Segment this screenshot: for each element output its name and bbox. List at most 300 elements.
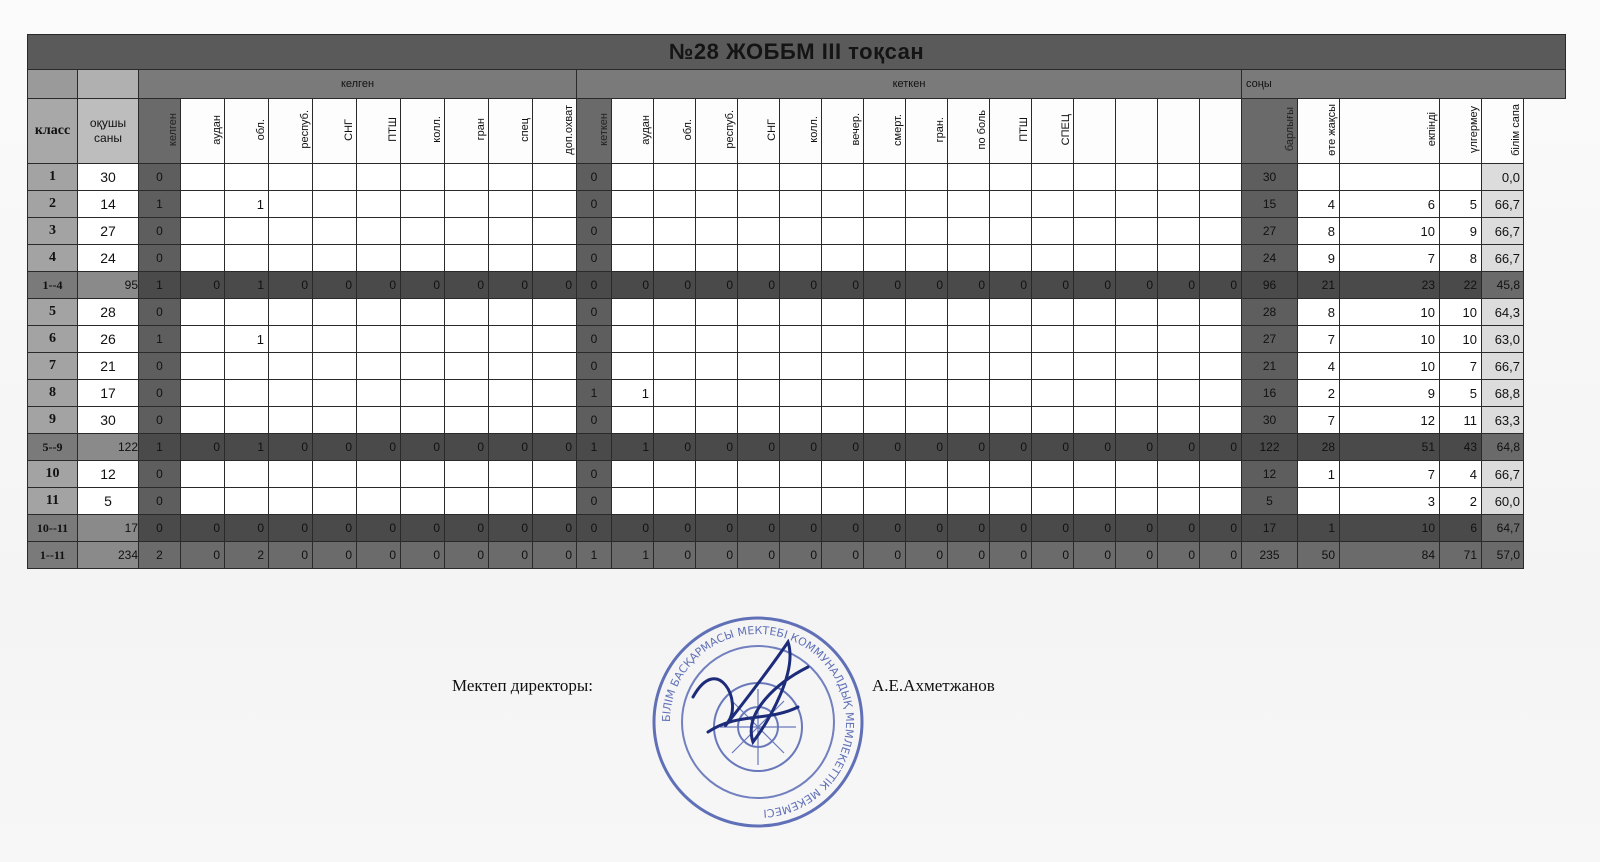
row-kelgen-cell: [445, 326, 489, 353]
row-ketken-cell: [654, 299, 696, 326]
row-ketken-cell: 0: [1074, 434, 1116, 461]
row-kelgen-cell: [313, 353, 357, 380]
row-okushy: 5: [78, 488, 139, 515]
row-kelgen-cell: [401, 488, 445, 515]
director-label: Мектеп директоры:: [452, 676, 593, 695]
row-kelgen-cell: [181, 326, 225, 353]
row-klass: 3: [28, 218, 78, 245]
table-row: [28, 191, 1566, 218]
header-kelgen-total-label: келген: [167, 112, 179, 147]
row-ketken-cell: [948, 164, 990, 191]
row-kelgen-cell: [445, 164, 489, 191]
row-ketken-cell: 0: [612, 272, 654, 299]
row-ketken-cell: [990, 353, 1032, 380]
row-okushy: 95: [78, 272, 139, 299]
row-ketken-cell: 0: [990, 434, 1032, 461]
row-ketken-cell: [906, 191, 948, 218]
header-kelgen-col-label: гран: [475, 118, 487, 141]
row-ketken-cell: [1074, 353, 1116, 380]
row-kelgen-cell: [533, 299, 577, 326]
row-kelgen-cell: 0: [357, 272, 401, 299]
row-kelgen-cell: [445, 407, 489, 434]
row-ketken-cell: 0: [696, 272, 738, 299]
row-kelgen-cell: [401, 191, 445, 218]
row-ketken-cell: [948, 488, 990, 515]
row-ketken-cell: 0: [948, 542, 990, 569]
row-ketken-cell: [738, 380, 780, 407]
header-ketken-col: [696, 99, 738, 164]
row-ketken-cell: [1116, 488, 1158, 515]
row-ketken-cell: [822, 299, 864, 326]
group-blank-klass: [28, 70, 78, 99]
header-ketken-col-label: СПЕЦ: [1060, 113, 1072, 146]
table-row: [28, 299, 1566, 326]
header-kelgen-col: [489, 99, 533, 164]
row-klass: 8: [28, 380, 78, 407]
row-ketken-cell: [990, 299, 1032, 326]
row-kelgen-cell: 2: [225, 542, 269, 569]
row-ketken-cell: 0: [1200, 434, 1242, 461]
row-kelgen-total: 0: [139, 488, 181, 515]
header-klass: класс: [28, 99, 78, 164]
header-ketken-col: [1032, 99, 1074, 164]
row-ketken-cell: [1200, 380, 1242, 407]
row-ketken-cell: [906, 380, 948, 407]
row-kelgen-cell: [489, 488, 533, 515]
row-kelgen-cell: 0: [533, 515, 577, 542]
row-ulgermeu: 5: [1440, 191, 1482, 218]
row-ketken-total: 0: [577, 272, 612, 299]
row-kelgen-cell: [401, 461, 445, 488]
row-ketken-cell: [822, 245, 864, 272]
row-bilim-sapa: 63,3: [1482, 407, 1524, 434]
row-ekpindi: 7: [1340, 461, 1440, 488]
summary-row: [28, 515, 1566, 542]
row-kelgen-cell: 0: [445, 434, 489, 461]
row-ketken-cell: 0: [612, 515, 654, 542]
row-ketken-cell: [1158, 218, 1200, 245]
row-ketken-cell: [696, 191, 738, 218]
row-kelgen-cell: [313, 245, 357, 272]
row-ketken-cell: [1116, 353, 1158, 380]
row-ketken-cell: [1032, 380, 1074, 407]
header-ketken-total: [577, 99, 612, 164]
row-ote-zhaksy: 9: [1298, 245, 1340, 272]
row-ketken-cell: [654, 407, 696, 434]
row-kelgen-cell: [489, 191, 533, 218]
row-ketken-cell: [1032, 299, 1074, 326]
row-ote-zhaksy: 7: [1298, 407, 1340, 434]
row-kelgen-cell: [533, 218, 577, 245]
row-ketken-cell: [990, 407, 1032, 434]
row-ketken-cell: [1074, 488, 1116, 515]
header-ekpindi-label: екпінді: [1426, 112, 1438, 147]
header-okushy-sany: оқушы саны: [78, 99, 139, 164]
row-okushy: 28: [78, 299, 139, 326]
row-ketken-cell: [696, 245, 738, 272]
row-kelgen-cell: [181, 245, 225, 272]
row-ote-zhaksy: 7: [1298, 326, 1340, 353]
row-ketken-total: 1: [577, 542, 612, 569]
row-ketken-cell: 0: [780, 542, 822, 569]
table-row: [28, 380, 1566, 407]
row-ketken-cell: 0: [1032, 272, 1074, 299]
row-ketken-cell: [990, 218, 1032, 245]
row-ketken-total: 1: [577, 434, 612, 461]
report-table: [27, 34, 1566, 569]
row-klass: 4: [28, 245, 78, 272]
row-ketken-cell: [1200, 218, 1242, 245]
row-ketken-total: 0: [577, 326, 612, 353]
row-okushy: 30: [78, 407, 139, 434]
header-kelgen-col: [445, 99, 489, 164]
row-ketken-cell: [1116, 326, 1158, 353]
row-ketken-cell: [906, 164, 948, 191]
row-kelgen-total: 0: [139, 407, 181, 434]
group-kelgen: келген: [139, 70, 577, 99]
row-kelgen-cell: 1: [225, 272, 269, 299]
row-kelgen-cell: [489, 299, 533, 326]
row-ketken-cell: [696, 461, 738, 488]
row-ketken-cell: [1158, 353, 1200, 380]
row-ekpindi: 6: [1340, 191, 1440, 218]
row-ketken-cell: [906, 245, 948, 272]
row-ketken-cell: 0: [948, 434, 990, 461]
row-barlygy: 5: [1242, 488, 1298, 515]
row-barlygy: 27: [1242, 218, 1298, 245]
row-barlygy: 15: [1242, 191, 1298, 218]
row-kelgen-total: 2: [139, 542, 181, 569]
row-kelgen-cell: [357, 299, 401, 326]
row-ketken-cell: [1074, 245, 1116, 272]
row-kelgen-cell: [225, 218, 269, 245]
row-ekpindi: 3: [1340, 488, 1440, 515]
row-ketken-cell: [780, 218, 822, 245]
row-ketken-cell: [612, 191, 654, 218]
header-kelgen-col-label: обл.: [255, 118, 267, 141]
row-ketken-cell: [612, 299, 654, 326]
row-ketken-cell: [738, 326, 780, 353]
header-ketken-total-label: кеткен: [598, 113, 610, 146]
row-ketken-cell: [948, 191, 990, 218]
row-ketken-cell: [906, 299, 948, 326]
row-ketken-cell: 0: [864, 542, 906, 569]
header-ketken-col: [1116, 99, 1158, 164]
row-kelgen-cell: 0: [357, 542, 401, 569]
row-kelgen-cell: [225, 407, 269, 434]
row-okushy: 17: [78, 515, 139, 542]
row-ote-zhaksy: 1: [1298, 461, 1340, 488]
header-kelgen-col-label: аудан: [211, 114, 223, 145]
table-row: [28, 218, 1566, 245]
row-ketken-cell: [990, 461, 1032, 488]
row-ketken-cell: [1200, 299, 1242, 326]
row-kelgen-cell: [269, 488, 313, 515]
row-ketken-cell: [780, 488, 822, 515]
row-kelgen-cell: [269, 245, 313, 272]
row-ketken-cell: [1074, 191, 1116, 218]
row-barlygy: 30: [1242, 407, 1298, 434]
row-kelgen-cell: [445, 191, 489, 218]
row-ketken-cell: [1116, 380, 1158, 407]
header-ketken-col-label: смерт.: [892, 113, 904, 146]
row-kelgen-cell: [401, 380, 445, 407]
header-bilim-sapa: [1482, 99, 1524, 164]
summary-row: [28, 542, 1566, 569]
row-ketken-cell: 0: [1200, 515, 1242, 542]
row-ketken-cell: [654, 218, 696, 245]
row-kelgen-cell: [269, 164, 313, 191]
row-kelgen-cell: 0: [489, 515, 533, 542]
row-ketken-cell: [1158, 299, 1200, 326]
row-ulgermeu: 4: [1440, 461, 1482, 488]
header-ketken-col: [654, 99, 696, 164]
row-kelgen-cell: [181, 488, 225, 515]
row-ketken-cell: [738, 191, 780, 218]
row-ketken-cell: [948, 461, 990, 488]
row-ketken-cell: [822, 326, 864, 353]
row-ketken-cell: [948, 299, 990, 326]
row-ketken-cell: 0: [906, 272, 948, 299]
row-kelgen-cell: [313, 488, 357, 515]
row-ketken-cell: [1200, 191, 1242, 218]
row-ketken-cell: 0: [738, 272, 780, 299]
row-ketken-cell: 0: [1032, 542, 1074, 569]
row-ketken-cell: [654, 380, 696, 407]
row-ketken-cell: 0: [654, 272, 696, 299]
row-kelgen-cell: [313, 191, 357, 218]
summary-row: [28, 272, 1566, 299]
row-ketken-cell: [990, 245, 1032, 272]
row-kelgen-cell: [313, 380, 357, 407]
header-ketken-col: [822, 99, 864, 164]
row-ketken-cell: [738, 407, 780, 434]
row-klass: 1--4: [28, 272, 78, 299]
row-ketken-cell: 0: [822, 542, 864, 569]
row-ketken-cell: [1074, 407, 1116, 434]
row-ketken-total: 0: [577, 407, 612, 434]
row-okushy: 234: [78, 542, 139, 569]
row-ketken-cell: [864, 191, 906, 218]
header-ketken-col-label: вечер.: [850, 113, 862, 146]
row-klass: 5: [28, 299, 78, 326]
row-ketken-cell: [864, 299, 906, 326]
row-kelgen-cell: [401, 218, 445, 245]
row-ketken-cell: [906, 326, 948, 353]
row-ekpindi: 84: [1340, 542, 1440, 569]
row-kelgen-cell: 0: [313, 434, 357, 461]
row-ketken-cell: 0: [654, 542, 696, 569]
row-ketken-cell: 0: [696, 434, 738, 461]
row-kelgen-cell: [489, 245, 533, 272]
row-kelgen-cell: [181, 164, 225, 191]
row-ekpindi: [1340, 164, 1440, 191]
row-ketken-cell: [738, 488, 780, 515]
row-ulgermeu: [1440, 164, 1482, 191]
row-okushy: 14: [78, 191, 139, 218]
row-ote-zhaksy: 50: [1298, 542, 1340, 569]
row-kelgen-cell: [357, 461, 401, 488]
header-ketken-col: [864, 99, 906, 164]
row-ketken-cell: [780, 245, 822, 272]
emblem-icon: [714, 683, 802, 771]
row-ketken-cell: 0: [906, 515, 948, 542]
row-kelgen-cell: [225, 461, 269, 488]
row-ketken-cell: [1200, 407, 1242, 434]
row-ketken-cell: 0: [1032, 434, 1074, 461]
row-kelgen-cell: [533, 353, 577, 380]
row-ketken-cell: 0: [822, 515, 864, 542]
row-ote-zhaksy: 4: [1298, 353, 1340, 380]
row-kelgen-cell: [445, 245, 489, 272]
header-ulgermeu: [1440, 99, 1482, 164]
row-bilim-sapa: 64,8: [1482, 434, 1524, 461]
row-ulgermeu: 6: [1440, 515, 1482, 542]
table-row: [28, 245, 1566, 272]
row-ketken-cell: [1116, 191, 1158, 218]
row-kelgen-cell: 0: [181, 272, 225, 299]
row-bilim-sapa: 68,8: [1482, 380, 1524, 407]
header-ketken-col-label: респуб.: [724, 110, 736, 149]
row-ketken-cell: [906, 407, 948, 434]
row-kelgen-cell: 0: [401, 434, 445, 461]
row-kelgen-cell: 0: [181, 542, 225, 569]
row-ketken-cell: [822, 380, 864, 407]
row-ketken-cell: 0: [1032, 515, 1074, 542]
row-kelgen-cell: [357, 326, 401, 353]
row-ulgermeu: 10: [1440, 326, 1482, 353]
row-ketken-cell: [822, 164, 864, 191]
row-ketken-cell: [990, 326, 1032, 353]
row-ketken-total: 0: [577, 245, 612, 272]
row-okushy: 27: [78, 218, 139, 245]
table-row: [28, 326, 1566, 353]
row-ketken-total: 1: [577, 380, 612, 407]
row-ketken-total: 0: [577, 353, 612, 380]
row-ketken-cell: [864, 461, 906, 488]
row-ulgermeu: 43: [1440, 434, 1482, 461]
row-ote-zhaksy: 28: [1298, 434, 1340, 461]
row-ketken-cell: 0: [1158, 272, 1200, 299]
row-ote-zhaksy: [1298, 164, 1340, 191]
row-ketken-cell: 0: [1158, 515, 1200, 542]
row-ketken-cell: [612, 218, 654, 245]
row-kelgen-total: 0: [139, 461, 181, 488]
row-kelgen-cell: [269, 380, 313, 407]
row-ketken-cell: [654, 326, 696, 353]
row-ketken-cell: [948, 326, 990, 353]
header-ketken-col: [1200, 99, 1242, 164]
row-kelgen-total: 1: [139, 434, 181, 461]
row-kelgen-total: 0: [139, 164, 181, 191]
table-row: [28, 461, 1566, 488]
row-kelgen-cell: [533, 326, 577, 353]
row-kelgen-total: 1: [139, 272, 181, 299]
row-kelgen-cell: 0: [357, 515, 401, 542]
row-ekpindi: 10: [1340, 326, 1440, 353]
row-ketken-cell: [948, 245, 990, 272]
row-ketken-cell: [1158, 191, 1200, 218]
row-kelgen-cell: [401, 245, 445, 272]
row-kelgen-total: 0: [139, 515, 181, 542]
header-kelgen-col: [533, 99, 577, 164]
row-ketken-cell: 0: [780, 515, 822, 542]
stamp-ring-text: БІЛІМ БАСҚАРМАСЫ МЕКТЕБІ КОММУНАЛДЫҚ МЕМЛЕКЕТТІК МЕКЕМЕСІ: [659, 623, 857, 820]
row-ketken-cell: 0: [1116, 434, 1158, 461]
row-barlygy: 96: [1242, 272, 1298, 299]
header-ketken-col-label: колл.: [808, 116, 820, 143]
row-ketken-cell: [1074, 218, 1116, 245]
row-kelgen-cell: 0: [445, 542, 489, 569]
row-ketken-cell: [1158, 245, 1200, 272]
row-ketken-cell: [906, 488, 948, 515]
row-klass: 11: [28, 488, 78, 515]
row-barlygy: 28: [1242, 299, 1298, 326]
row-kelgen-cell: 0: [445, 515, 489, 542]
row-ketken-cell: 0: [864, 272, 906, 299]
row-ulgermeu: 8: [1440, 245, 1482, 272]
row-kelgen-cell: [445, 299, 489, 326]
header-kelgen-col-label: СНГ: [343, 118, 355, 141]
row-ketken-cell: 0: [1074, 272, 1116, 299]
row-ketken-cell: 0: [990, 272, 1032, 299]
group-ketken: кеткен: [577, 70, 1242, 99]
header-ekpindi: [1340, 99, 1440, 164]
row-ketken-cell: [1158, 461, 1200, 488]
row-ketken-cell: [738, 353, 780, 380]
row-ote-zhaksy: 8: [1298, 218, 1340, 245]
row-ketken-total: 0: [577, 515, 612, 542]
row-ketken-cell: 0: [1200, 272, 1242, 299]
row-ketken-cell: [906, 353, 948, 380]
row-kelgen-cell: 1: [225, 434, 269, 461]
row-klass: 1--11: [28, 542, 78, 569]
row-kelgen-cell: 0: [181, 515, 225, 542]
row-kelgen-cell: [269, 218, 313, 245]
row-kelgen-cell: 1: [225, 191, 269, 218]
row-kelgen-cell: [269, 407, 313, 434]
row-kelgen-cell: [313, 164, 357, 191]
header-ote-zhaksy: [1298, 99, 1340, 164]
row-kelgen-cell: 0: [401, 542, 445, 569]
row-kelgen-cell: 0: [269, 515, 313, 542]
row-ketken-cell: 0: [948, 515, 990, 542]
row-ketken-cell: 0: [906, 542, 948, 569]
row-ketken-cell: [864, 488, 906, 515]
row-bilim-sapa: 63,0: [1482, 326, 1524, 353]
row-okushy: 12: [78, 461, 139, 488]
row-ekpindi: 9: [1340, 380, 1440, 407]
row-ketken-cell: [780, 164, 822, 191]
row-kelgen-cell: [357, 164, 401, 191]
row-barlygy: 27: [1242, 326, 1298, 353]
row-ketken-cell: [1074, 380, 1116, 407]
row-ketken-cell: [780, 380, 822, 407]
row-bilim-sapa: 64,3: [1482, 299, 1524, 326]
row-ketken-cell: [906, 218, 948, 245]
report-table-wrapper: [27, 34, 1566, 569]
row-ketken-cell: 0: [1158, 542, 1200, 569]
row-kelgen-cell: [401, 353, 445, 380]
row-ketken-total: 0: [577, 299, 612, 326]
row-kelgen-cell: [313, 218, 357, 245]
row-ketken-cell: 1: [612, 434, 654, 461]
row-kelgen-cell: [533, 407, 577, 434]
row-ketken-cell: 0: [696, 542, 738, 569]
header-ketken-col-label: аудан: [640, 114, 652, 145]
row-kelgen-cell: [225, 299, 269, 326]
row-kelgen-total: 0: [139, 299, 181, 326]
